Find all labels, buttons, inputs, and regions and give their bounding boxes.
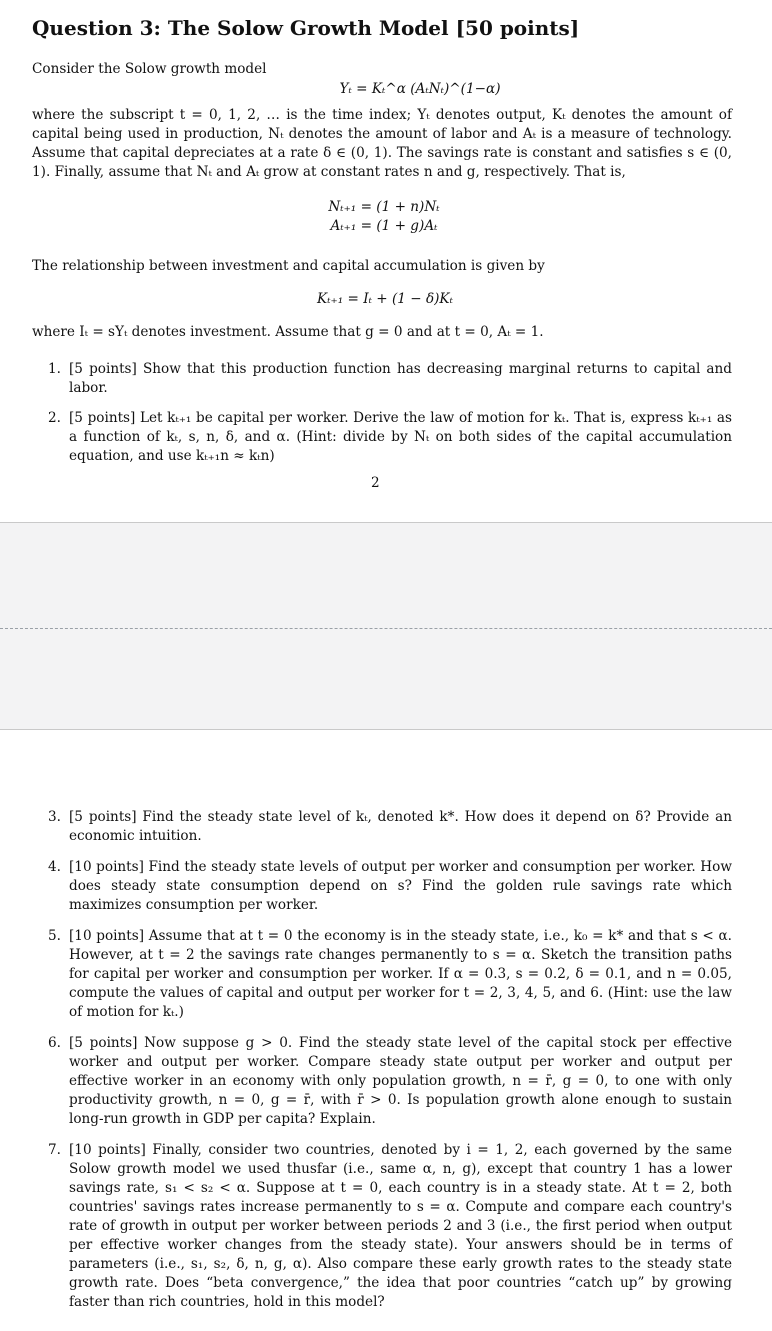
question-item-6 bbox=[48, 1034, 732, 1129]
question-number: 5. bbox=[48, 928, 61, 944]
question-number: 3. bbox=[48, 809, 61, 825]
question-item-7 bbox=[48, 1141, 732, 1312]
question-title: Question 3: The Solow Growth Model [50 points] bbox=[32, 16, 580, 40]
page-break-divider bbox=[0, 628, 772, 629]
question-item-1 bbox=[48, 360, 732, 398]
page-gap bbox=[0, 522, 772, 730]
question-item-3 bbox=[48, 808, 732, 846]
question-text: [5 points] Now suppose g > 0. Find the steady state level of the capital stock per effective worker and output per worker. Compare steady state output per worker and output per effective worker in an economy with only population growth, n = r̄, g = 0, to one with only productivity growth, n = 0, g = r̄, with r̄ > 0. Is population growth alone enough to sustain long-run growth in GDP per capita? Explain. bbox=[69, 1035, 732, 1127]
page-number: 2 bbox=[371, 475, 380, 491]
question-number: 1. bbox=[48, 361, 61, 377]
page-3 bbox=[0, 730, 772, 1331]
question-item-4 bbox=[48, 858, 732, 915]
technology-growth-equation: Aₜ₊₁ = (1 + g)Aₜ bbox=[330, 218, 438, 234]
intro-text: Consider the Solow growth model bbox=[32, 61, 267, 77]
definitions-paragraph: where the subscript t = 0, 1, 2, … is the time index; Yₜ denotes output, Kₜ denotes the amount of capital being used in production, Nₜ denotes the amount of labor and Aₜ is a measure of technology. Assume that capital depreciates at a rate δ ∈ (0, 1). The savings rate is constant and satisfies s ∈ (0, 1). Finally, assume that Nₜ and Aₜ grow at constant rates n and g, respectively. That is, bbox=[32, 107, 732, 180]
question-text: [10 points] Find the steady state levels of output per worker and consumption per worker. How does steady state consumption depend on s? Find the golden rule savings rate which maximizes consumption per worker. bbox=[69, 859, 732, 913]
relationship-text: The relationship between investment and capital accumulation is given by bbox=[32, 258, 545, 274]
growth-equations bbox=[294, 198, 474, 236]
question-item-2 bbox=[48, 409, 732, 466]
question-number: 2. bbox=[48, 410, 61, 426]
page-2 bbox=[0, 0, 772, 522]
production-equation-text: Yₜ = Kₜ^α (AₜNₜ)^(1−α) bbox=[339, 81, 501, 97]
question-text: [10 points] Finally, consider two countries, denoted by i = 1, 2, each governed by the same Solow growth model we used thusfar (i.e., same α, n, g), except that country 1 has a lower savings rate, s₁ < s₂ < α. Suppose at t = 0, each country is in a steady state. At t = 2, both countries' savings rates increase permanently to s = α. Compute and compare each country's rate of growth in output per worker between periods 2 and 3 (i.e., the first period when output per effective worker changes from the steady state). Your answers should be in terms of parameters (i.e., s₁, s₂, δ, n, g, α). Also compare these early growth rates to the steady state growth rate. Does “beta convergence,” the idea that poor countries “catch up” by growing faster than rich countries, hold in this model? bbox=[69, 1142, 732, 1310]
question-item-5 bbox=[48, 927, 732, 1022]
question-text: [5 points] Let kₜ₊₁ be capital per worker. Derive the law of motion for kₜ. That is, express kₜ₊₁ as a function of kₜ, s, n, δ, and α. (Hint: divide by Nₜ on both sides of the capital accumulation equation, and use kₜ₊₁n ≈ kₜn) bbox=[69, 410, 732, 464]
investment-text: where Iₜ = sYₜ denotes investment. Assume that g = 0 and at t = 0, Aₜ = 1. bbox=[32, 324, 544, 340]
question-number: 7. bbox=[48, 1142, 61, 1158]
labor-growth-equation: Nₜ₊₁ = (1 + n)Nₜ bbox=[328, 199, 440, 215]
question-list-part-1 bbox=[48, 360, 732, 466]
production-equation bbox=[300, 80, 540, 99]
question-text: [10 points] Assume that at t = 0 the economy is in the steady state, i.e., k₀ = k* and that s < α. However, at t = 2 the savings rate changes permanently to s = α. Sketch the transition paths for capital per worker and consumption per worker. If α = 0.3, s = 0.2, δ = 0.1, and n = 0.05, compute the values of capital and output per worker for t = 2, 3, 4, 5, and 6. (Hint: use the law of motion for kₜ.) bbox=[69, 928, 732, 1020]
capital-accumulation-equation-text: Kₜ₊₁ = Iₜ + (1 − δ)Kₜ bbox=[317, 291, 453, 307]
question-number: 6. bbox=[48, 1035, 61, 1051]
question-text: [5 points] Show that this production function has decreasing marginal returns to capital and labor. bbox=[69, 361, 732, 396]
question-list-part-2 bbox=[48, 808, 732, 1312]
question-number: 4. bbox=[48, 859, 61, 875]
capital-accumulation-equation bbox=[290, 290, 480, 309]
question-text: [5 points] Find the steady state level of kₜ, denoted k*. How does it depend on δ? Provide an economic intuition. bbox=[69, 809, 732, 844]
